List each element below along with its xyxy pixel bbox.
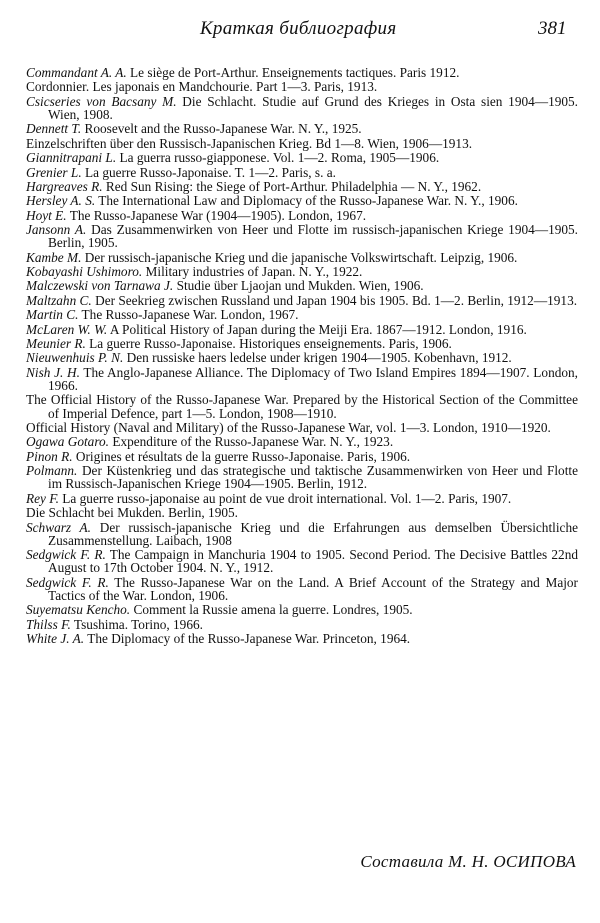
bibliography-entry [26, 80, 578, 93]
entry-author: Suyematsu Kencho. [26, 602, 131, 618]
entry-text: A Political History of Japan during the Meiji Era. 1867—1912. London, 1916. [107, 321, 527, 337]
bibliography-entry [26, 351, 578, 364]
bibliography-entry [26, 421, 578, 434]
bibliography-entry [26, 279, 578, 292]
entry-author: Polmann. [26, 463, 78, 479]
entry-text: The International Law and Diplomacy of the Russo-Japanese War. N. Y., 1906. [95, 193, 518, 209]
entry-text: The Diplomacy of the Russo-Japanese War. Princeton, 1964. [84, 631, 411, 647]
bibliography-entry [26, 366, 578, 392]
bibliography-entry [26, 506, 578, 519]
entry-text: Red Sun Rising: the Siege of Port-Arthur. Philadelphia — N. Y., 1962. [102, 178, 482, 194]
bibliography-entry [26, 180, 578, 193]
entry-author: Hersley A. S. [26, 193, 96, 209]
entry-author: Hargreaves R. [26, 178, 103, 194]
entry-text: Roosevelt and the Russo-Japanese War. N. Y., 1925. [81, 121, 362, 137]
entry-author: Rey F. [26, 490, 59, 506]
entry-author: Dennett T. [26, 121, 82, 137]
bibliography-entry [26, 548, 578, 574]
entry-author: Sedgwick F. R. [26, 547, 106, 563]
bibliography-entry [26, 323, 578, 336]
bibliography-entry [26, 294, 578, 307]
entry-author: Giannitrapani L. [26, 150, 117, 166]
entry-text: Der russisch-japanische Krieg und die japanische Volkswirtschaft. Leipzig, 1906. [81, 249, 518, 265]
bibliography-entry [26, 223, 578, 249]
entry-author: Csicseries von Bacsany M. [26, 93, 177, 109]
page-number: 381 [538, 18, 567, 39]
entry-text: La guerre Russo-Japonaise. Historiques enseignements. Paris, 1906. [85, 336, 452, 352]
entry-text: Die Schlacht bei Mukden. Berlin, 1905. [26, 505, 238, 521]
entry-text: Expenditure of the Russo-Japanese War. N. Y., 1923. [109, 434, 394, 450]
entry-text: Der Küstenkrieg und das strategische und taktische Zusammenwirken von Heer und Flotte im Russisch-Japanischen Kriege 1904—1905. Berlin, 1912. [48, 463, 578, 492]
bibliography-entry [26, 151, 578, 164]
entry-author: Nieuwenhuis P. N. [26, 350, 124, 366]
entry-author: Malczewski von Tarnawa J. [26, 278, 174, 294]
entry-text: Comment la Russie amena la guerre. Londres, 1905. [130, 602, 413, 618]
entry-author: McLaren W. W. [26, 321, 108, 337]
bibliography-entry [26, 464, 578, 490]
running-header [0, 18, 600, 48]
entry-author: Schwarz A. [26, 519, 92, 535]
entry-text: Das Zusammenwirken von Heer und Flotte im russisch-japanischen Kriege 1904—1905. Berlin, 1905. [48, 222, 578, 251]
entry-text: The Anglo-Japanese Alliance. The Diplomacy of Two Island Empires 1894—1907. London, 1966. [48, 364, 578, 394]
bibliography-entry [26, 66, 578, 79]
bibliography-entry [26, 492, 578, 505]
entry-author: Kambe M. [26, 249, 82, 265]
running-title: Краткая библиография [200, 18, 397, 39]
entry-author: Grenier L. [26, 164, 82, 180]
entry-text: La guerre Russo-Japonaise. T. 1—2. Paris, s. a. [81, 164, 336, 180]
entry-text: The Russo-Japanese War (1904—1905). London, 1967. [66, 207, 367, 223]
bibliography-entry [26, 337, 578, 350]
entry-author: Ogawa Gotaro. [26, 434, 109, 450]
entry-text: Military industries of Japan. N. Y., 1922. [142, 264, 363, 280]
bibliography-list [26, 66, 578, 647]
bibliography-entry [26, 576, 578, 602]
compiler-credit: Составила М. Н. ОСИПОВА [360, 852, 576, 871]
entry-text: The Russo-Japanese War. London, 1967. [78, 307, 299, 323]
bibliography-entry [26, 122, 578, 135]
bibliography-entry [26, 137, 578, 150]
entry-author: Maltzahn C. [26, 292, 92, 308]
bibliography-entry [26, 209, 578, 222]
entry-author: Martin C. [26, 307, 79, 323]
entry-text: Den russiske haers ledelse under krigen 1904—1905. Kobenhavn, 1912. [123, 350, 512, 366]
entry-author: Thilss F. [26, 616, 71, 632]
bibliography-entry [26, 450, 578, 463]
entry-text: The Official History of the Russo-Japanese War. Prepared by the Historical Section of the Committee of Imperial Defence, part 1—5. London, 1908—1910. [26, 392, 578, 421]
bibliography-entry [26, 194, 578, 207]
bibliography-entry [26, 95, 578, 121]
entry-text: Der russisch-japanische Krieg und die Erfahrungen aus demselben Übersichtliche Zusammenstellung. Laibach, 1908 [48, 519, 578, 548]
entry-author: Jansonn A. [26, 222, 87, 238]
bibliography-entry [26, 603, 578, 616]
entry-author: Kobayashi Ushimoro. [26, 264, 143, 280]
bibliography-entry [26, 251, 578, 264]
entry-text: The Campaign in Manchuria 1904 to 1905. Second Period. The Decisive Battles 22nd August to 17th October 1904. N. Y., 1912. [48, 547, 578, 576]
entry-text: Der Seekrieg zwischen Russland und Japan 1904 bis 1905. Bd. 1—2. Berlin, 1912—1913. [91, 292, 578, 308]
entry-text: Die Schlacht. Studie auf Grund des Krieges in Osta sien 1904—1905. Wien, 1908. [48, 93, 578, 122]
entry-author: Nish J. H. [26, 364, 80, 380]
entry-text: La guerre russo-japonaise au point de vue droit international. Vol. 1—2. Paris, 1907. [58, 490, 512, 506]
entry-text: Official History (Naval and Military) of the Russo-Japanese War, vol. 1—3. London, 1910—1920. [26, 420, 551, 436]
bibliography-entry [26, 521, 578, 547]
bibliography-entry [26, 393, 578, 419]
entry-author: Sedgwick F. R. [26, 574, 109, 590]
entry-text: Einzelschriften über den Russisch-Japanischen Krieg. Bd 1—8. Wien, 1906—1913. [26, 135, 473, 151]
bibliography-entry [26, 166, 578, 179]
entry-author: Meunier R. [26, 336, 86, 352]
entry-text: La guerra russo-giapponese. Vol. 1—2. Roma, 1905—1906. [116, 150, 440, 166]
bibliography-entry [26, 265, 578, 278]
bibliography-entry [26, 618, 578, 631]
entry-text: Tsushima. Torino, 1966. [70, 616, 203, 632]
bibliography-entry [26, 632, 578, 645]
entry-author: Commandant A. A. [26, 65, 127, 80]
entry-text: Le siège de Port-Arthur. Enseignements tactiques. Paris 1912. [126, 65, 460, 80]
entry-text: Studie über Ljaojan und Mukden. Wien, 1906. [173, 278, 424, 294]
bibliography-entry [26, 308, 578, 321]
entry-author: Hoyt E. [26, 207, 67, 223]
entry-text: Cordonnier. Les japonais en Mandchourie. Part 1—3. Paris, 1913. [26, 79, 378, 95]
bibliography-entry [26, 435, 578, 448]
entry-author: White J. A. [26, 631, 85, 647]
entry-text: The Russo-Japanese War on the Land. A Brief Account of the Strategy and Major Tactics of the War. London, 1906. [48, 574, 578, 603]
entry-text: Origines et résultats de la guerre Russo-Japonaise. Paris, 1906. [72, 448, 411, 464]
entry-author: Pinon R. [26, 448, 73, 464]
